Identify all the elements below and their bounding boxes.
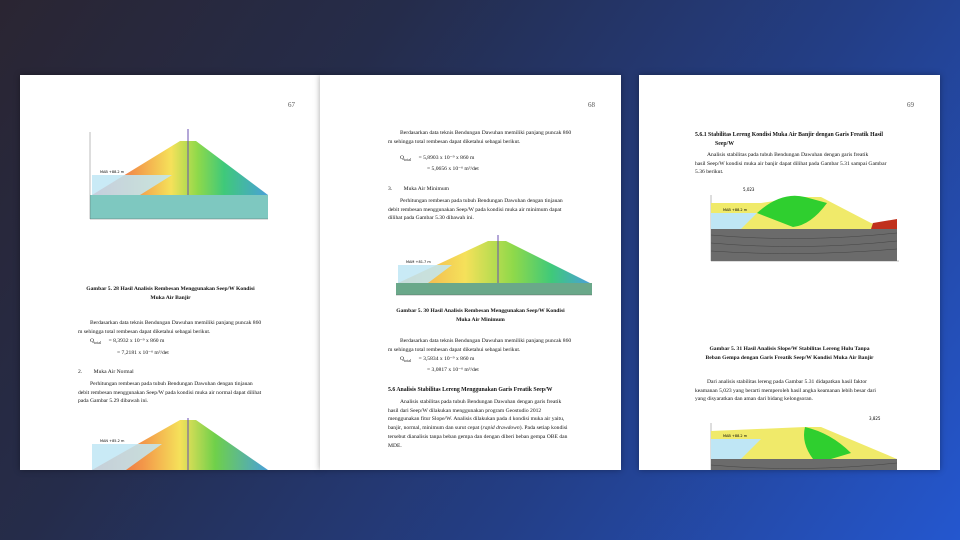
section-heading-5-6-1: 5.6.1 Stabilitas Lereng Kondisi Muka Air Banjir dengan Garis Freatik Hasil Seep/W	[695, 132, 883, 147]
q-result: = 3,0817 x 10⁻⁶ m³/det	[427, 367, 479, 373]
water-level-label: MAM +81.7 m	[406, 260, 431, 264]
paragraph: Berdasarkan data teknis Bendungan Dawuhan memiliki panjang puncak 860 m sehingga total rembesan dapat diketahui sebagai berikut.	[78, 320, 262, 335]
paragraph: Berdasarkan data teknis Bendungan Dawuhan memiliki panjang puncak 860 m sehingga total rembesan dapat diketahui sebagai berikut.	[388, 130, 572, 145]
page-number: 69	[907, 101, 914, 109]
section-heading: 2. Muka Air Normal	[78, 369, 134, 375]
figure-caption: Gambar 5. 30 Hasil Analisis Rembesan Menggunakan Seep/W Kondisi Muka Air Minimum	[396, 308, 565, 323]
document-page-68	[320, 75, 621, 470]
figure-caption: Gambar 5. 31 Hasil Analisis Slope/W Stabilitas Lereng Hulu Tanpa Beban Gempa dengan Garis Freatik Seep/W Kondisi Muka Air Banjir	[705, 346, 874, 361]
page-number: 68	[588, 101, 595, 109]
safety-factor: 3,825	[869, 416, 881, 421]
slope-figure-hulu	[701, 183, 911, 271]
section-heading: 3. Muka Air Minimum	[388, 186, 449, 192]
document-page-67	[20, 75, 321, 470]
paragraph: Analisis stabilitas pada tubuh Bendungan Dawuhan dengan garis freatik hasil dari Seep/W dilakukan menggunakan program Geostudio 2012 menggunakan fitur Slope/W. Analisis dilakukan pada 4 kondisi muka air yaitu, banjir, normal, minimum dan surut cepat (rapid drawdown). Pada setiap kondisi tersebut dianalisis tanpa beban gempa dan dengan diberi beban gempa OBE dan MDE.	[388, 399, 568, 449]
water-level-label: MAB +88.2 m	[723, 208, 748, 212]
paragraph: Dari analisis stabilitas lereng pada Gambar 5.31 didapatkan hasil faktor keamanan 5,023 yang berarti memperoleh hasil angka keamanan lebih besar dari yang disyaratkan dan aman dari bidang kelongsoran.	[695, 379, 876, 403]
q-result: = 7,2181 x 10⁻⁶ m³/det	[117, 350, 169, 356]
water-level-label: MAB +88.2 m	[723, 434, 748, 438]
seepage-figure-normal	[80, 418, 280, 470]
water-level-label: MAN +85.2 m	[100, 439, 125, 443]
q-result: = 5,0656 x 10⁻⁶ m³/det	[427, 166, 479, 172]
q-formula: $Q_{total} = 3,5834$ x 10⁻⁹ x 860 m	[400, 356, 475, 364]
water-level-label: MAB +88.2 m	[100, 170, 125, 174]
q-formula: $Q_{total} = 8,3932$ x 10⁻⁹ x 860 m	[90, 338, 165, 346]
page-number: 67	[288, 101, 295, 109]
slope-figure-hilir	[701, 413, 911, 470]
seepage-figure-banjir	[80, 127, 280, 262]
paragraph: Analisis stabilitas pada tubuh Bendungan Dawuhan dengan garis freatik hasil Seep/W kondisi muka air banjir dapat dilihat pada Gambar 5.31 sampai Gambar 5.36 berikut.	[695, 152, 887, 176]
paragraph: Perhitungan rembesan pada tubuh Bendungan Dawuhan dengan tinjauan debit rembesan menggunakan Seep/W pada kondisi muka air minimum dapat dilihat pada Gambar 5.30 dibawah ini.	[388, 198, 563, 222]
q-formula: $Q_{total} = 5,8903$ x 10⁻⁹ x 860 m	[400, 155, 475, 163]
figure-caption: Gambar 5. 28 Hasil Analisis Rembesan Menggunakan Seep/W Kondisi Muka Air Banjir	[86, 286, 255, 301]
seepage-figure-minimum	[388, 235, 600, 305]
safety-factor: 5,023	[743, 187, 755, 192]
section-heading-5-6: 5.6 Analisis Stabilitas Lereng Menggunakan Garis Freatik Seep/W	[388, 387, 553, 393]
paragraph: Berdasarkan data teknis Bendungan Dawuhan memiliki panjang puncak 860 m sehingga total rembesan dapat diketahui sebagai berikut.	[388, 338, 572, 353]
document-page-69	[639, 75, 940, 470]
paragraph: Perhitungan rembesan pada tubuh Bendungan Dawuhan dengan tinjauan debit rembesan menggunakan Seep/W pada kondisi muka air normal dapat dilihat pada Gambar 5.29 dibawah ini.	[78, 381, 262, 405]
